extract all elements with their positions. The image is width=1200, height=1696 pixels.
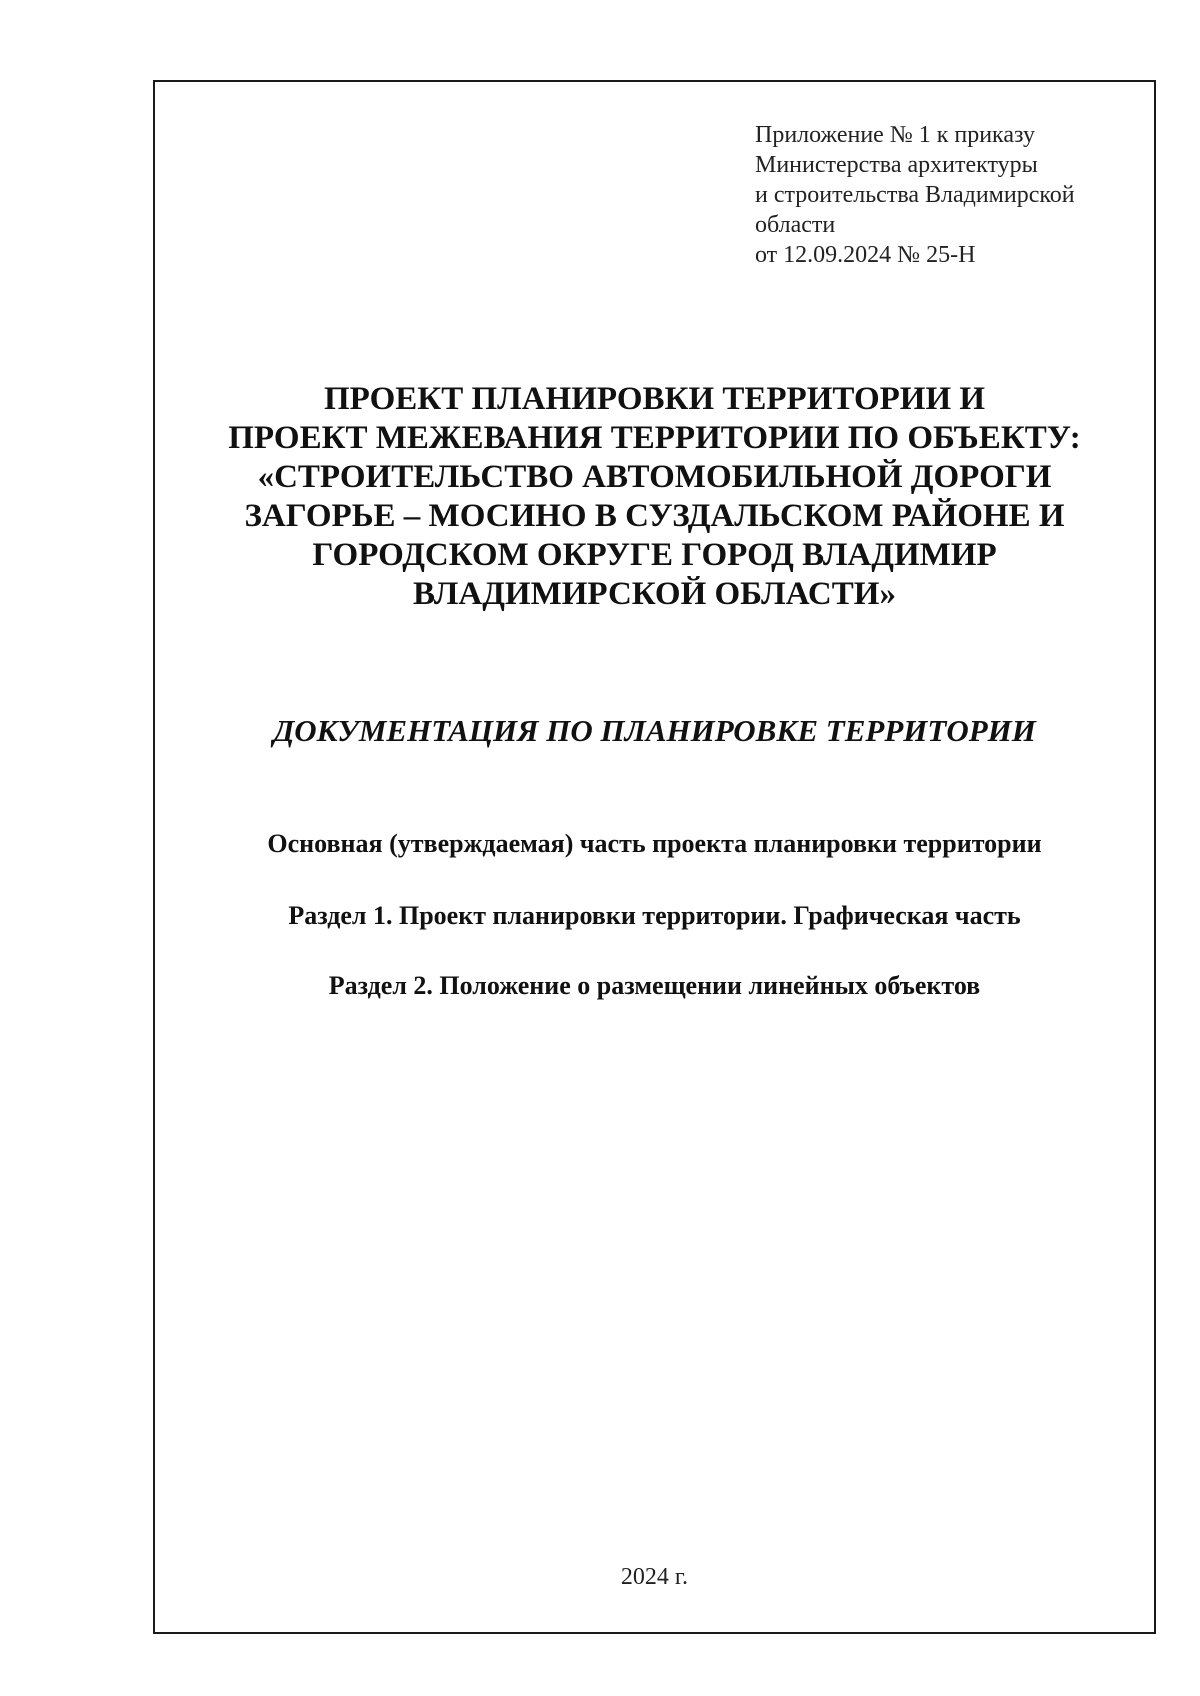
document-title-line: ПРОЕКТ МЕЖЕВАНИЯ ТЕРРИТОРИИ ПО ОБЪЕКТУ: — [228, 420, 1081, 456]
document-title-line: ЗАГОРЬЕ – МОСИНО В СУЗДАЛЬСКОМ РАЙОНЕ И — [244, 498, 1065, 534]
document-subtitle: ДОКУМЕНТАЦИЯ ПО ПЛАНИРОВКЕ ТЕРРИТОРИИ — [273, 713, 1036, 748]
document-title-line: «СТРОИТЕЛЬСТВО АВТОМОБИЛЬНОЙ ДОРОГИ — [257, 459, 1052, 495]
section-2-heading: Раздел 2. Положение о размещении линейных объектов — [328, 971, 981, 1000]
document-year: 2024 г. — [620, 1564, 689, 1590]
appendix-note-line: Приложение № 1 к приказу — [755, 122, 1035, 148]
appendix-note-line: Министерства архитектуры — [755, 152, 1038, 178]
appendix-note — [755, 120, 1155, 270]
section-1-heading: Раздел 1. Проект планировки территории. Графическая часть — [288, 901, 1021, 930]
appendix-note-line: и строительства Владимирской — [755, 182, 1075, 208]
document-title-line: ВЛАДИМИРСКОЙ ОБЛАСТИ» — [413, 576, 896, 612]
document-title-line: ГОРОДСКОМ ОКРУГЕ ГОРОД ВЛАДИМИР — [312, 537, 997, 573]
appendix-note-line: от 12.09.2024 № 25-Н — [755, 242, 976, 268]
appendix-note-line: области — [755, 212, 836, 238]
document-title — [153, 380, 1156, 614]
main-part-heading: Основная (утверждаемая) часть проекта планировки территории — [267, 829, 1042, 858]
document-title-line: ПРОЕКТ ПЛАНИРОВКИ ТЕРРИТОРИИ И — [323, 381, 986, 417]
